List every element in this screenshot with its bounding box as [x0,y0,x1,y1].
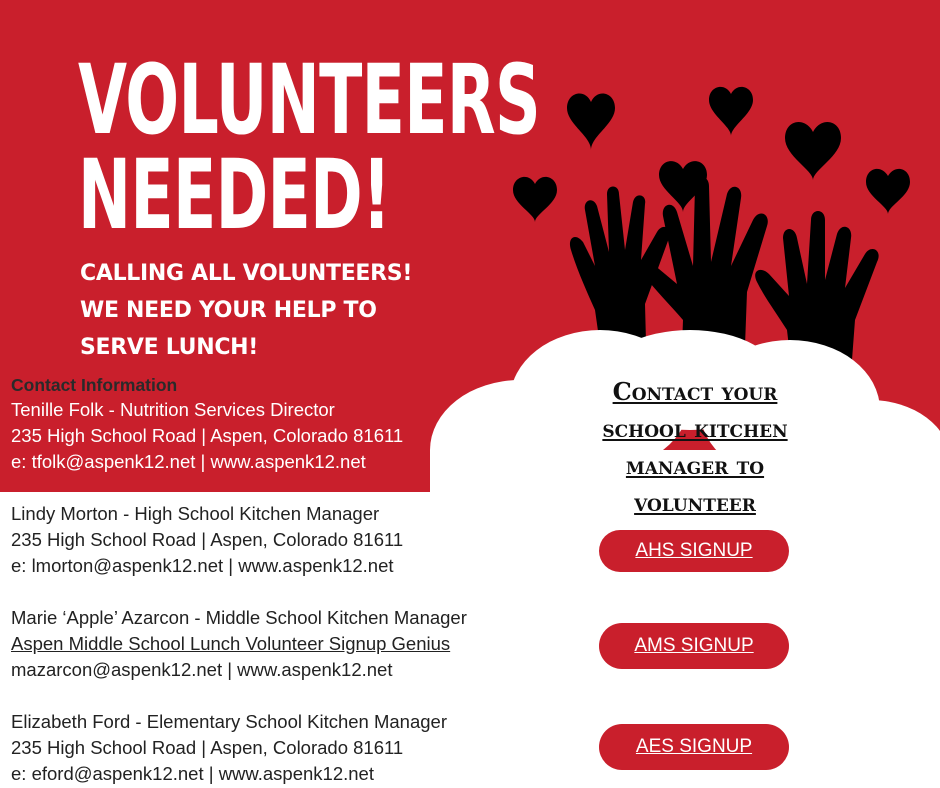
es-manager-address: 235 High School Road | Aspen, Colorado 81611 [11,737,404,758]
director-name: Tenille Folk - Nutrition Services Director [11,399,335,420]
hs-manager-email: e: lmorton@aspenk12.net | www.aspenk12.net [11,555,394,576]
ahs-signup-button[interactable]: AHS SIGNUP [599,530,789,572]
hs-manager-name: Lindy Morton - High School Kitchen Manager [11,503,380,524]
cta-line-3: manager to [625,451,765,480]
hs-manager-address: 235 High School Road | Aspen, Colorado 81611 [11,529,404,550]
ams-signup-button[interactable]: AMS SIGNUP [599,623,789,669]
es-manager-email: e: eford@aspenk12.net | www.aspenk12.net [11,763,374,784]
ms-manager-name: Marie ‘Apple’ Azarcon - Middle School Kitchen Manager [11,607,467,628]
subheadline-line-1: CALLING ALL VOLUNTEERS! [80,261,413,286]
cta-line-1: Contact your [612,377,778,406]
ms-signup-genius-link[interactable]: Aspen Middle School Lunch Volunteer Signup Genius [11,633,451,654]
cta-line-2: school kitchen [602,414,788,443]
director-email: e: tfolk@aspenk12.net | www.aspenk12.net [11,451,366,472]
es-manager-name: Elizabeth Ford - Elementary School Kitchen Manager [11,711,447,732]
director-address: 235 High School Road | Aspen, Colorado 81611 [11,425,404,446]
heart-icon [785,122,841,180]
headline-line-2: NEEDED! [78,139,391,251]
cta-line-4: volunteer [634,488,756,517]
contact-heading: Contact Information [11,375,178,395]
ms-manager-email: mazarcon@aspenk12.net | www.aspenk12.net [11,659,393,680]
aes-signup-button[interactable]: AES SIGNUP [599,724,789,770]
heart-icon [513,177,557,222]
heart-icon [866,169,910,214]
headline-line-1: VOLUNTEERS [78,44,540,156]
subheadline-line-2: WE NEED YOUR HELP TO [80,298,377,323]
heart-icon [567,93,615,150]
subheadline-line-3: SERVE LUNCH! [80,335,259,360]
heart-icon [709,87,753,136]
